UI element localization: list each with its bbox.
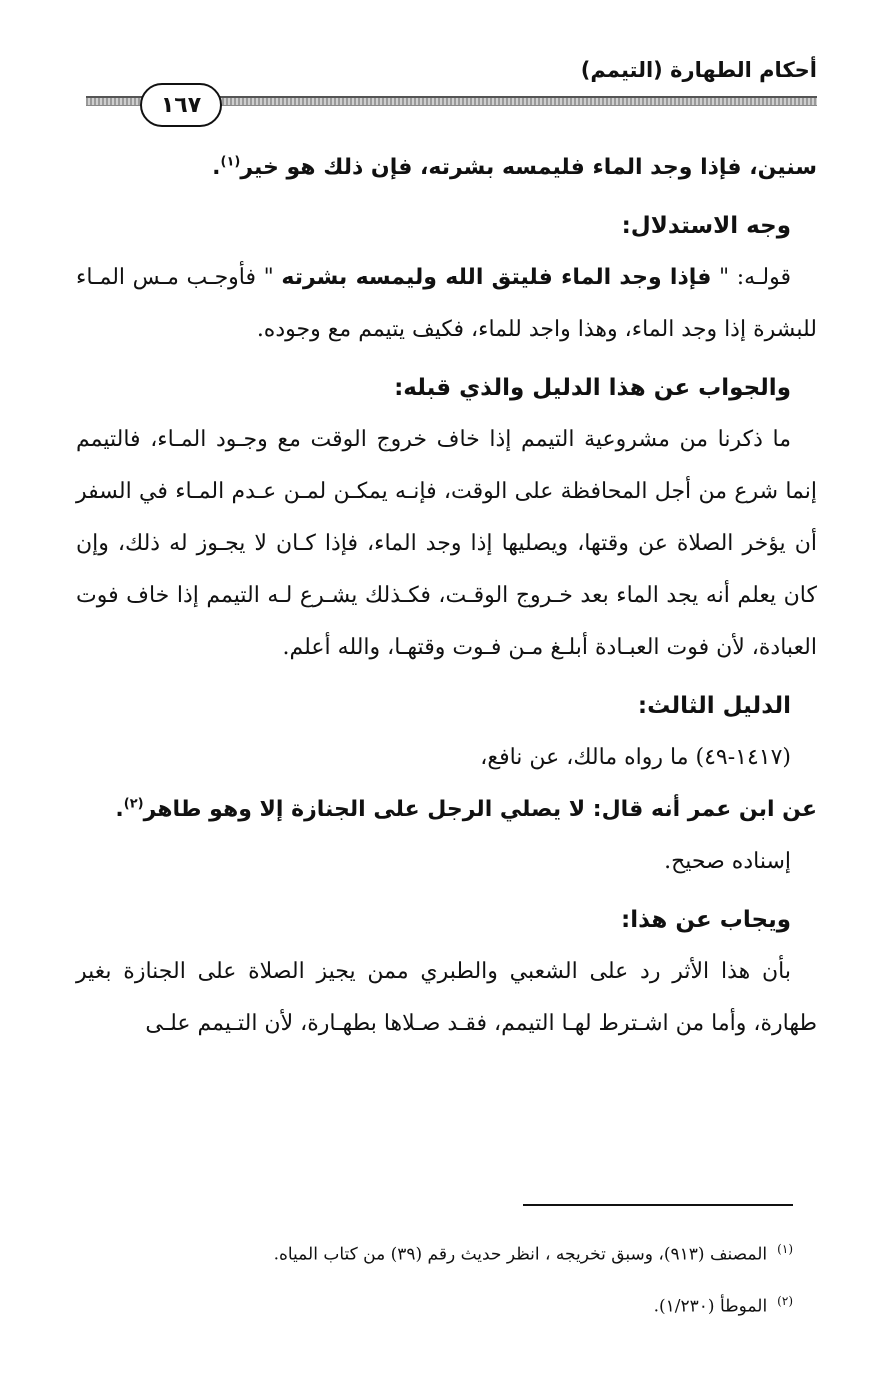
athar-tail: .: [115, 797, 124, 822]
footnote-2: [76, 1278, 793, 1330]
page-number: ١٦٧: [140, 83, 222, 127]
footnotes: [76, 1226, 793, 1329]
heading-answer: والجواب عن هذا الدليل والذي قبله:: [394, 375, 791, 401]
footnote-text-2: الموطأ (١/٢٣٠).: [653, 1296, 768, 1317]
paragraph-athar: [76, 784, 817, 836]
footnote-1: [76, 1226, 793, 1278]
footnote-ref-2[interactable]: (٢): [123, 796, 144, 812]
quote-lead: قولـه: ": [711, 265, 792, 290]
hadith-tail: .: [212, 155, 221, 180]
quote-rest: " فأوجـب مـس المـاء للبشرة إذا وجد الماء، وهذا واجد للماء، فكيف يتيمم مع وجوده.: [76, 265, 817, 342]
footnote-ref-1[interactable]: (١): [220, 154, 241, 170]
heading-istidlal: وجه الاستدلال:: [621, 213, 791, 239]
footnote-mark-2: (٢): [777, 1293, 793, 1308]
paragraph-hadith-end: [76, 142, 817, 194]
paragraph-istidlal: [76, 252, 817, 356]
paragraph-isnad: إسناده صحيح.: [664, 849, 791, 874]
footnote-rule: [523, 1204, 793, 1206]
paragraph-answer: ما ذكرنا من مشروعية التيمم إذا خاف خروج الوقت مع وجـود المـاء، فالتيمم إنما شرع من أجل المحافظة على الوقت، فإنـه يمكـن لمـن عـدم المـاء في السفر أن يؤخر الصلاة عن وقتها، ويصليها إذا وجد الماء، فإذا كـان لا يجـوز له ذلك، وإن كان يعلم أنه يجد الماء بعد خـروج الوقـت، فكـذلك يشـرع لـه التيمم إذا خاف فوت العبادة، لأن فوت العبـادة أبلـغ مـن فـوت وقتهـا، والله أعلم.: [76, 427, 818, 660]
footnote-mark-1: (١): [777, 1242, 793, 1256]
heading-third-evidence: الدليل الثالث:: [637, 693, 791, 719]
paragraph-narration: (١٤١٧-٤٩) ما رواه مالك، عن نافع،: [480, 745, 791, 770]
athar-text: عن ابن عمر أنه قال: لا يصلي الرجل على الجنازة إلا وهو طاهر: [143, 797, 817, 822]
body-text: [76, 142, 817, 1050]
quote-text: فإذا وجد الماء فليتق الله وليمسه بشرته: [281, 265, 712, 290]
paragraph-reply: بأن هذا الأثر رد على الشعبي والطبري ممن يجيز الصلاة على الجنازة بغير طهارة، وأما من اشـترط لهـا التيمم، فقـد صـلاها بطهـارة، لأن التـيمم علـى: [76, 959, 817, 1036]
running-title: أحكام الطهارة (التيمم): [580, 58, 817, 82]
heading-reply: ويجاب عن هذا:: [621, 907, 791, 933]
footnote-text-1: المصنف (٩١٣)، وسبق تخريجه ، انظر حديث رقم (٣٩) من كتاب المياه.: [273, 1244, 768, 1265]
hadith-text: سنين، فإذا وجد الماء فليمسه بشرته، فإن ذلك هو خير: [240, 155, 817, 180]
